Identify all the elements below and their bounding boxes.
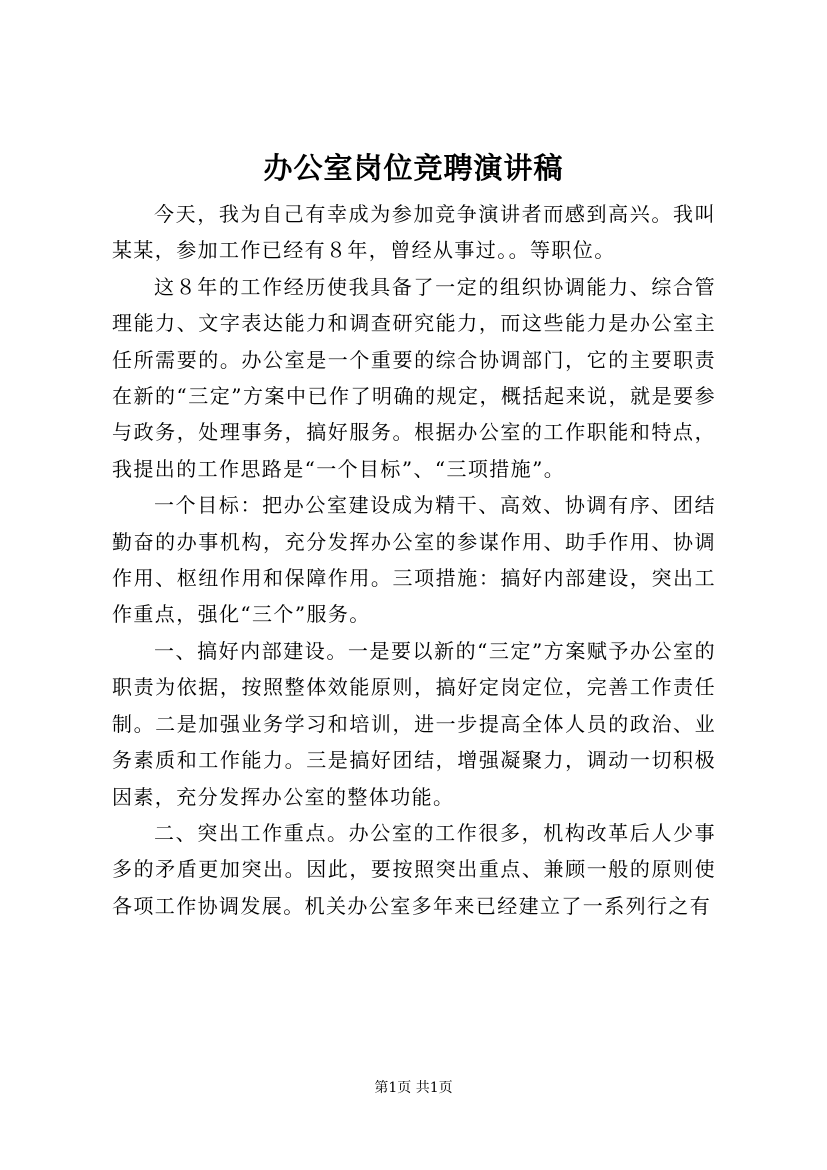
document-title: 办公室岗位竞聘演讲稿 <box>263 151 564 185</box>
paragraph-intro: 今天，我为自己有幸成为参加竞争演讲者而感到高兴。我叫某某，参加工作已经有８年，曾经从事过。。等职位。 <box>112 202 716 263</box>
paragraph-experience: 这８年的工作经历使我具备了一定的组织协调能力、综合管理能力、文字表达能力和调查研究能力，而这些能力是办公室主任所需要的。办公室是一个重要的综合协调部门，它的主要职责在新的“三定”方案中已作了明确的规定，概括起来说，就是要参与政务，处理事务，搞好服务。根据办公室的工作职能和特点，我提出的工作思路是“一个目标”、“三项措施”。 <box>112 274 716 481</box>
page-footer: 第1页 共1页 <box>374 1080 453 1096</box>
document-body <box>112 196 716 924</box>
paragraph-work-focus: 二、突出工作重点。办公室的工作很多，机构改革后人少事多的矛盾更加突出。因此，要按照突出重点、兼顾一般的原则使各项工作协调发展。机关办公室多年来已经建立了一系列行之有 <box>112 820 716 918</box>
paragraph-internal-building: 一、搞好内部建设。一是要以新的“三定”方案赋予办公室的职责为依据，按照整体效能原则，搞好定岗定位，完善工作责任制。二是加强业务学习和培训，进一步提高全体人员的政治、业务素质和工作能力。三是搞好团结，增强凝聚力，调动一切积极因素，充分发挥办公室的整体功能。 <box>112 638 716 809</box>
paragraph-goal: 一个目标：把办公室建设成为精干、高效、协调有序、团结勤奋的办事机构，充分发挥办公室的参谋作用、助手作用、协调作用、枢纽作用和保障作用。三项措施：搞好内部建设，突出工作重点，强化“三个”服务。 <box>112 493 716 627</box>
